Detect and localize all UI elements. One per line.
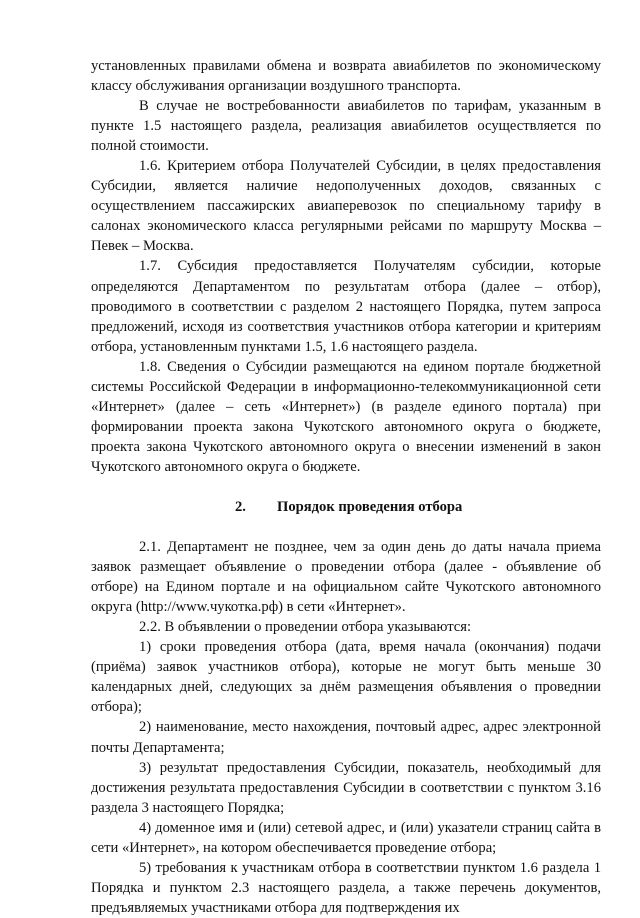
paragraph-2-1: 2.1. Департамент не позднее, чем за один день до даты начала приема заявок размещает объявление о проведении отбора (далее - объявление об отборе) на Едином портале и на официальном сайте Чукотского автономного округа (http://www.чукотка.рф) в сети «Интернет». — [91, 539, 601, 616]
section-number: 2. — [235, 498, 246, 515]
list-item-2: 2) наименование, место нахождения, почтовый адрес, адрес электронной почты Департамента; — [91, 719, 601, 756]
section-spacer — [91, 477, 601, 497]
section-spacer — [91, 517, 601, 537]
paragraph-1-6: 1.6. Критерием отбора Получателей Субсидии, в целях предоставления Субсидии, является наличие недополученных доходов, связанных с осуществлением пассажирских авиаперевозок по специальному тарифу в салонах экономического класса регулярными рейсами по маршруту Москва – Певек – Москва. — [91, 158, 601, 255]
paragraph-unclaimed-tickets: В случае не востребованности авиабилетов по тарифам, указанным в пункте 1.5 настоящего раздела, реализация авиабилетов осуществляется по полной стоимости. — [91, 98, 601, 155]
paragraph-2-2: 2.2. В объявлении о проведении отбора указываются: — [139, 619, 472, 636]
list-item-3: 3) результат предоставления Субсидии, показатель, необходимый для достижения результата предоставления Субсидии в соответствии с пунктом 3.16 раздела 3 настоящего Порядка; — [91, 759, 601, 816]
list-item-5: 5) требования к участникам отбора в соответствии пунктом 1.6 раздела 1 Порядка и пунктом 2.3 настоящего раздела, а также перечень документов, предъявляемых участниками отбора для подтверждения их — [91, 859, 601, 916]
paragraph-1-7: 1.7. Субсидия предоставляется Получателям субсидии, которые определяются Департаментом по результатам отбора (далее – отбор), проводимого в соответствии с разделом 2 настоящего Порядка, путем запроса предложений, исходя из соответствия участников отбора категории и критериям отбора, установленным пунктами 1.5, 1.6 настоящего раздела. — [91, 258, 601, 355]
paragraph-continuation: установленных правилами обмена и возврата авиабилетов по экономическому классу обслуживания организации воздушного транспорта. — [91, 58, 601, 95]
list-item-1: 1) сроки проведения отбора (дата, время начала (окончания) подачи (приёма) заявок участников отбора), которые не могут быть меньше 30 календарных дней, следующих за днём размещения объявления о проведнии отбора); — [91, 639, 601, 716]
document-page — [91, 56, 601, 918]
section-title: Порядок проведения отбора — [277, 498, 463, 515]
section-heading — [91, 497, 601, 517]
paragraph-1-8: 1.8. Сведения о Субсидии размещаются на едином портале бюджетной системы Российской Федерации в информационно-телекоммуникационной сети «Интернет» (далее – сеть «Интернет») (в разделе единого портала) при формировании проекта закона Чукотского автономного округа о бюджете, проекта закона Чукотского автономного округа о внесении изменений в закон Чукотского автономного округа о бюджете. — [91, 358, 601, 475]
list-item-4: 4) доменное имя и (или) сетевой адрес, и (или) указатели страниц сайта в сети «Интернет», на котором обеспечивается проведение отбора; — [91, 819, 601, 856]
